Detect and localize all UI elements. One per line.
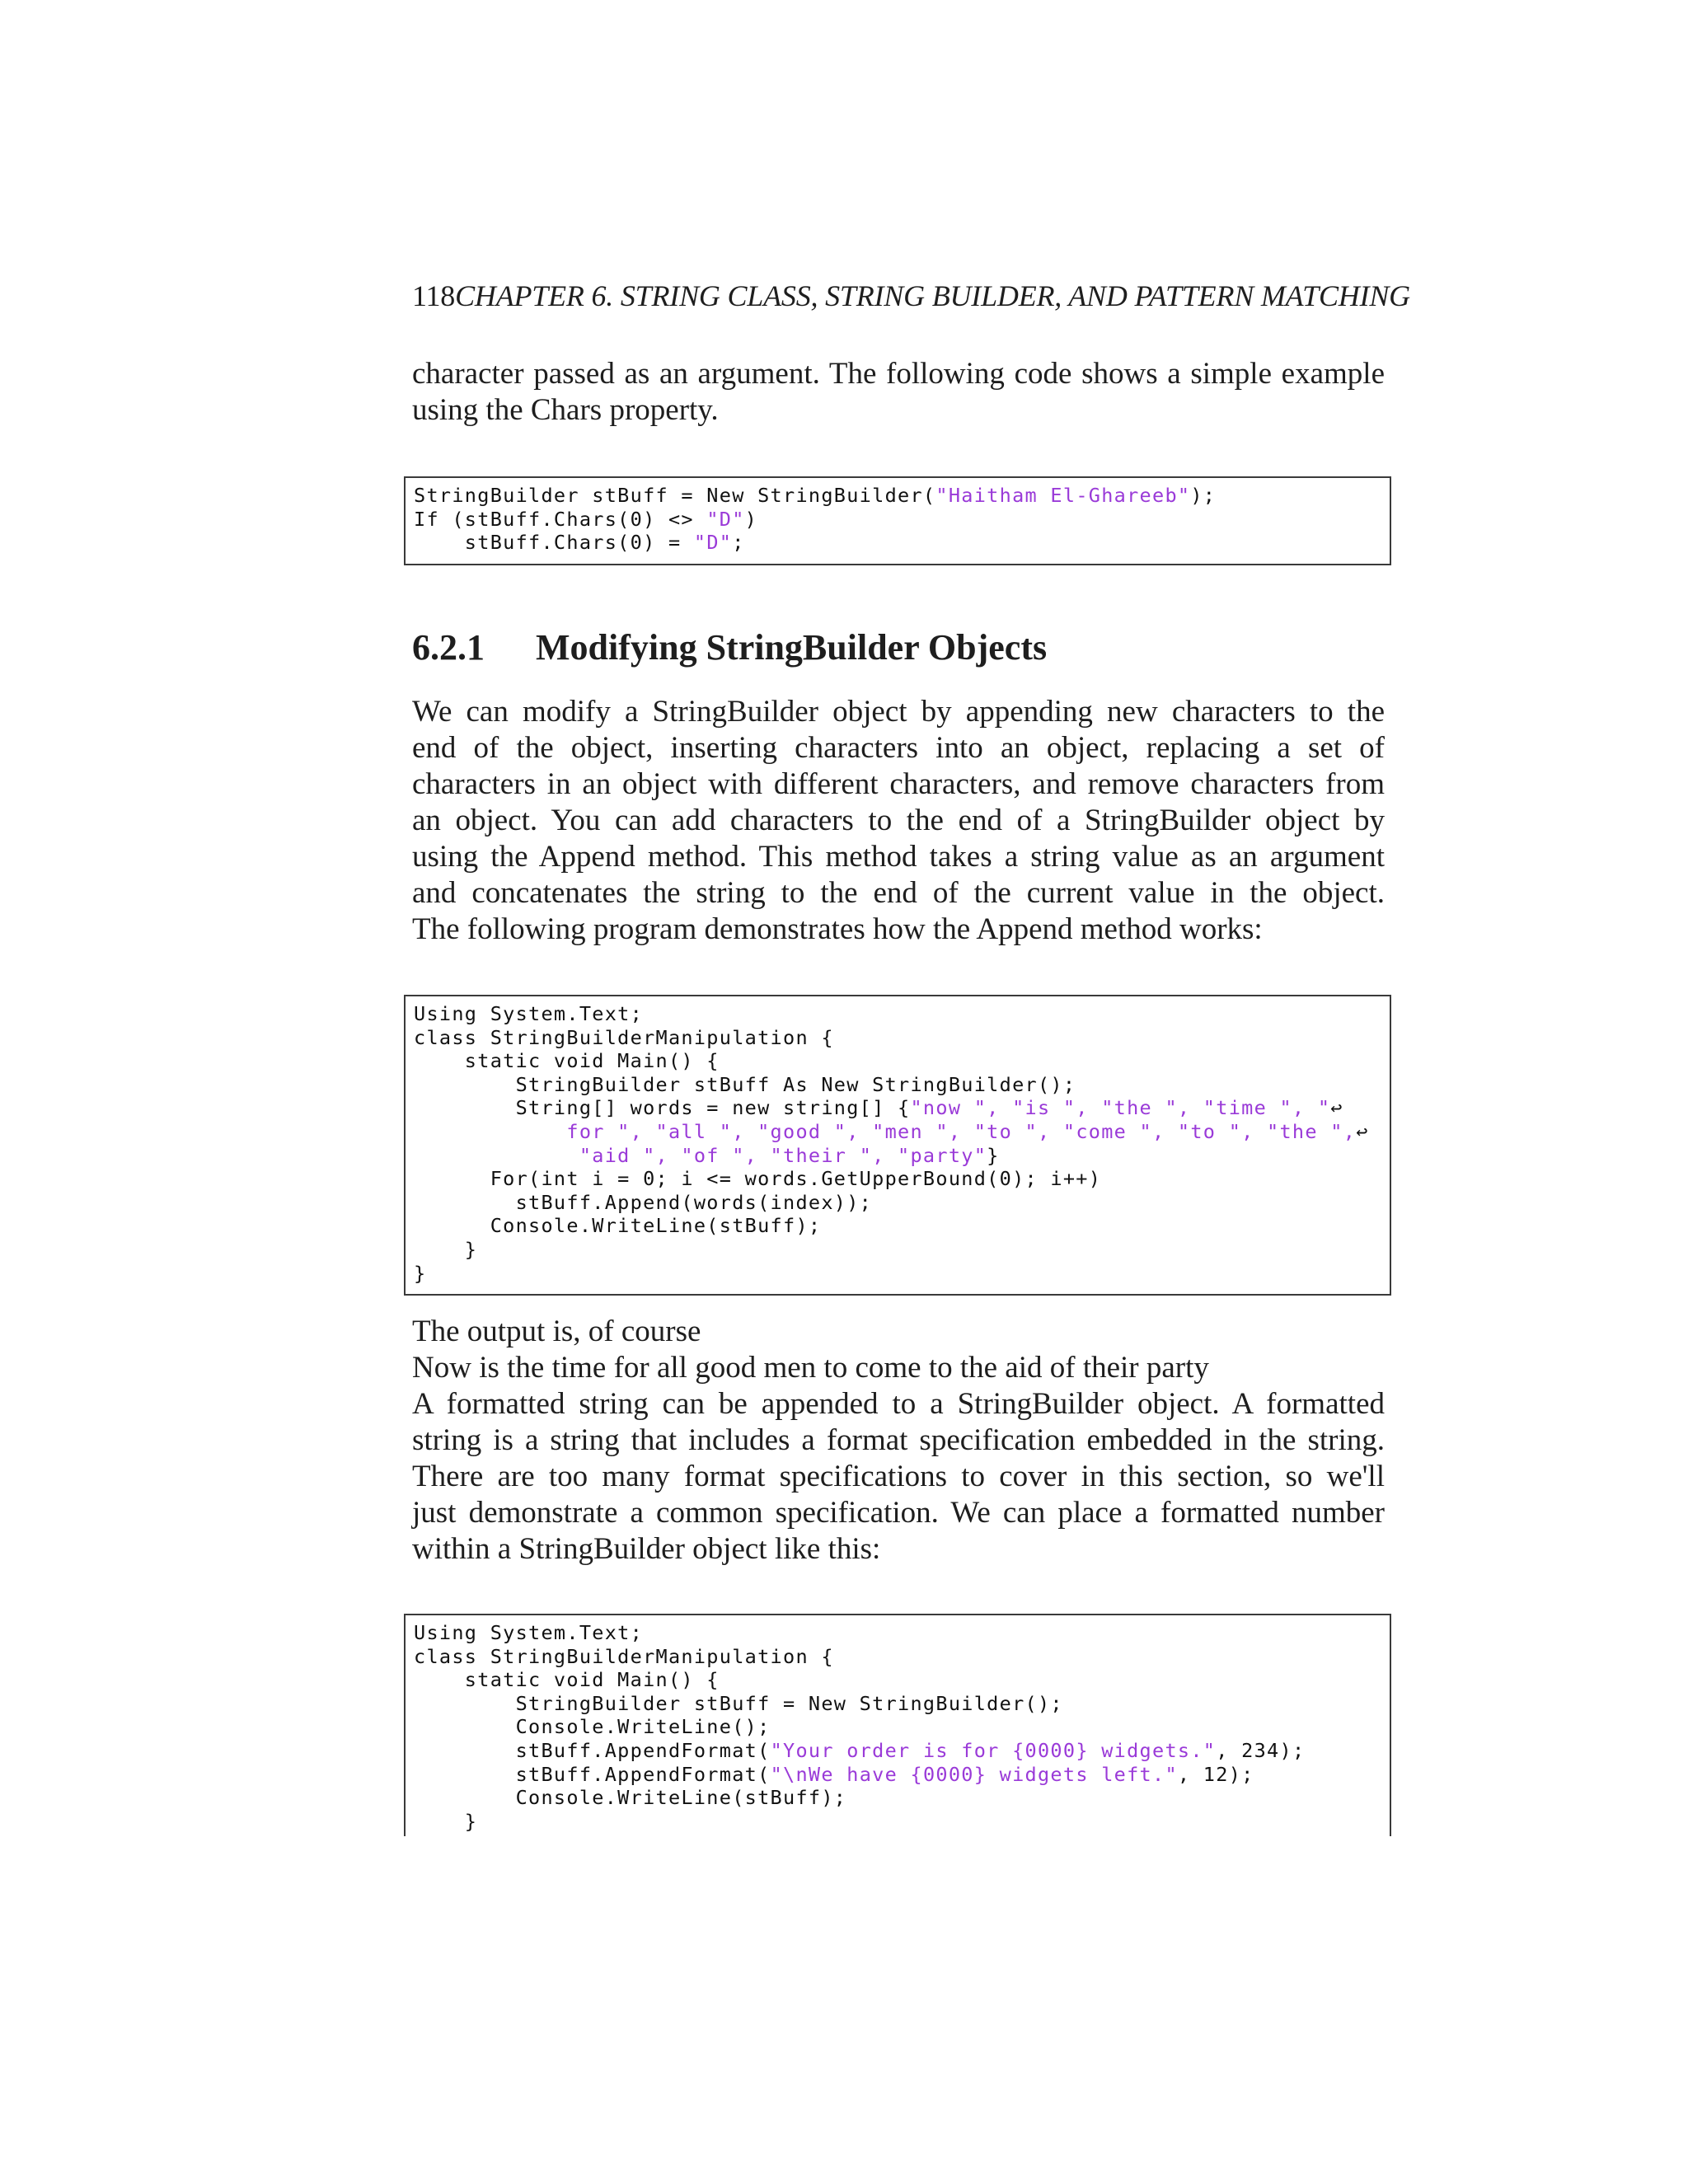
code-token: } bbox=[414, 1237, 478, 1261]
code-token: Console.WriteLine(); bbox=[414, 1715, 771, 1739]
code-token: Console.WriteLine(stBuff); bbox=[414, 1214, 822, 1238]
running-head bbox=[412, 279, 1410, 313]
code-token: } bbox=[414, 1809, 478, 1833]
code-token: class StringBuilderManipulation { bbox=[414, 1025, 834, 1049]
code-token: stBuff.AppendFormat( bbox=[414, 1762, 771, 1786]
page-number: 118 bbox=[412, 279, 456, 312]
paragraph-line: The following program demonstrates how the Append method works: bbox=[412, 912, 1263, 946]
code-token: String[] words = new string[] { bbox=[414, 1096, 911, 1120]
code-line bbox=[414, 1763, 1390, 1787]
paragraph-line: string is a string that includes a format specification embedded in the string. bbox=[412, 1423, 1385, 1457]
paragraph-line: end of the object, inserting characters into an object, replacing a set of bbox=[412, 731, 1385, 765]
paragraph-line: within a StringBuilder object like this: bbox=[412, 1532, 881, 1566]
section-heading bbox=[412, 626, 1047, 668]
paragraph-line: We can modify a StringBuilder object by appending new characters to the bbox=[412, 695, 1385, 729]
section-number: 6.2.1 bbox=[412, 627, 485, 668]
code-string-literal: "D" bbox=[693, 531, 733, 555]
code-token: StringBuilder stBuff As New StringBuilder(); bbox=[414, 1072, 1076, 1096]
code-token: ; bbox=[732, 531, 745, 555]
code-line bbox=[414, 1786, 1390, 1810]
format-paragraph bbox=[412, 1386, 1385, 1568]
paragraph-line: characters in an object with different characters, and remove characters from bbox=[412, 767, 1385, 801]
code-line bbox=[414, 1026, 1390, 1050]
code-line bbox=[414, 1810, 1390, 1834]
code-line bbox=[414, 484, 1390, 508]
code-line bbox=[414, 1002, 1390, 1026]
paragraph-line: and concatenates the string to the end of the current value in the object. bbox=[412, 876, 1385, 910]
code-token: ↩ bbox=[1330, 1096, 1343, 1120]
code-string-literal: "now ", "is ", "the ", "time ", " bbox=[910, 1096, 1331, 1120]
code-token: } bbox=[987, 1143, 1000, 1167]
paragraph-line: an object. You can add characters to the end of a StringBuilder object by bbox=[412, 804, 1385, 837]
code-token: For(int i = 0; i <= words.GetUpperBound(0); i++) bbox=[414, 1167, 1102, 1191]
code-token: Using System.Text; bbox=[414, 1621, 644, 1644]
code-string-literal: "Your order is for {0000} widgets." bbox=[770, 1738, 1217, 1762]
code-listing-appendformat bbox=[404, 1614, 1391, 1836]
code-token: static void Main() { bbox=[414, 1049, 720, 1073]
paragraph-line: using the Append method. This method takes a string value as an argument bbox=[412, 840, 1385, 874]
code-line bbox=[414, 1715, 1390, 1739]
code-token: stBuff.Append(words(index)); bbox=[414, 1190, 873, 1214]
code-token: ↩ bbox=[1356, 1119, 1369, 1143]
code-line bbox=[414, 1049, 1390, 1073]
output-text: Now is the time for all good men to come to the aid of their party bbox=[412, 1351, 1209, 1385]
code-token: static void Main() { bbox=[414, 1668, 720, 1692]
paragraph-line: using the Chars property. bbox=[412, 393, 719, 427]
code-token: StringBuilder stBuff = New StringBuilder( bbox=[414, 484, 936, 507]
code-token: If (stBuff.Chars(0) <> bbox=[414, 507, 707, 531]
code-line bbox=[414, 1739, 1390, 1763]
code-line bbox=[414, 1238, 1390, 1262]
section-title: Modifying StringBuilder Objects bbox=[536, 627, 1048, 668]
output-intro: The output is, of course bbox=[412, 1315, 701, 1348]
code-token: , 12); bbox=[1177, 1762, 1254, 1786]
code-token bbox=[414, 1144, 579, 1167]
code-string-literal: "aid ", "of ", "their ", "party" bbox=[579, 1143, 987, 1167]
code-token: Using System.Text; bbox=[414, 1002, 644, 1025]
code-line bbox=[414, 1096, 1390, 1120]
code-token: ); bbox=[1190, 484, 1217, 507]
code-token: class StringBuilderManipulation { bbox=[414, 1644, 834, 1668]
code-line bbox=[414, 1214, 1390, 1238]
code-line bbox=[414, 1262, 1390, 1286]
code-token: ) bbox=[744, 507, 758, 531]
code-line bbox=[414, 1120, 1390, 1144]
section-paragraph bbox=[412, 694, 1385, 948]
code-token: } bbox=[414, 1261, 427, 1285]
paragraph-line: There are too many format specifications to cover in this section, so we'll bbox=[412, 1460, 1385, 1493]
intro-paragraph bbox=[412, 356, 1385, 429]
code-line bbox=[414, 1645, 1390, 1669]
code-token: StringBuilder stBuff = New StringBuilder(); bbox=[414, 1691, 1063, 1715]
code-string-literal: "\nWe have {0000} widgets left." bbox=[770, 1762, 1178, 1786]
code-line bbox=[414, 1191, 1390, 1215]
code-line bbox=[414, 531, 1390, 555]
code-line bbox=[414, 1073, 1390, 1097]
paragraph-line: character passed as an argument. The following code shows a simple example bbox=[412, 357, 1385, 391]
code-line bbox=[414, 508, 1390, 532]
paragraph-line: just demonstrate a common specification. We can place a formatted number bbox=[412, 1496, 1385, 1530]
code-line bbox=[414, 1621, 1390, 1645]
code-token: stBuff.Chars(0) = bbox=[414, 531, 694, 555]
code-listing-chars bbox=[404, 476, 1391, 565]
code-line bbox=[414, 1167, 1390, 1191]
code-token: , 234); bbox=[1216, 1738, 1306, 1762]
code-string-literal: "Haitham El-Ghareeb" bbox=[935, 484, 1191, 507]
paragraph-line: A formatted string can be appended to a StringBuilder object. A formatted bbox=[412, 1387, 1385, 1421]
code-token bbox=[414, 1120, 566, 1143]
code-token: Console.WriteLine(stBuff); bbox=[414, 1786, 847, 1810]
code-line bbox=[414, 1144, 1390, 1168]
code-listing-append bbox=[404, 995, 1391, 1296]
chapter-title: CHAPTER 6. STRING CLASS, STRING BUILDER, AND PATTERN MATCHING bbox=[455, 279, 1410, 312]
code-line bbox=[414, 1692, 1390, 1716]
code-string-literal: "D" bbox=[706, 507, 745, 531]
code-string-literal: for ", "all ", "good ", "men ", "to ", "come ", "to ", "the ", bbox=[566, 1119, 1357, 1143]
code-line bbox=[414, 1668, 1390, 1692]
code-token: stBuff.AppendFormat( bbox=[414, 1738, 771, 1762]
